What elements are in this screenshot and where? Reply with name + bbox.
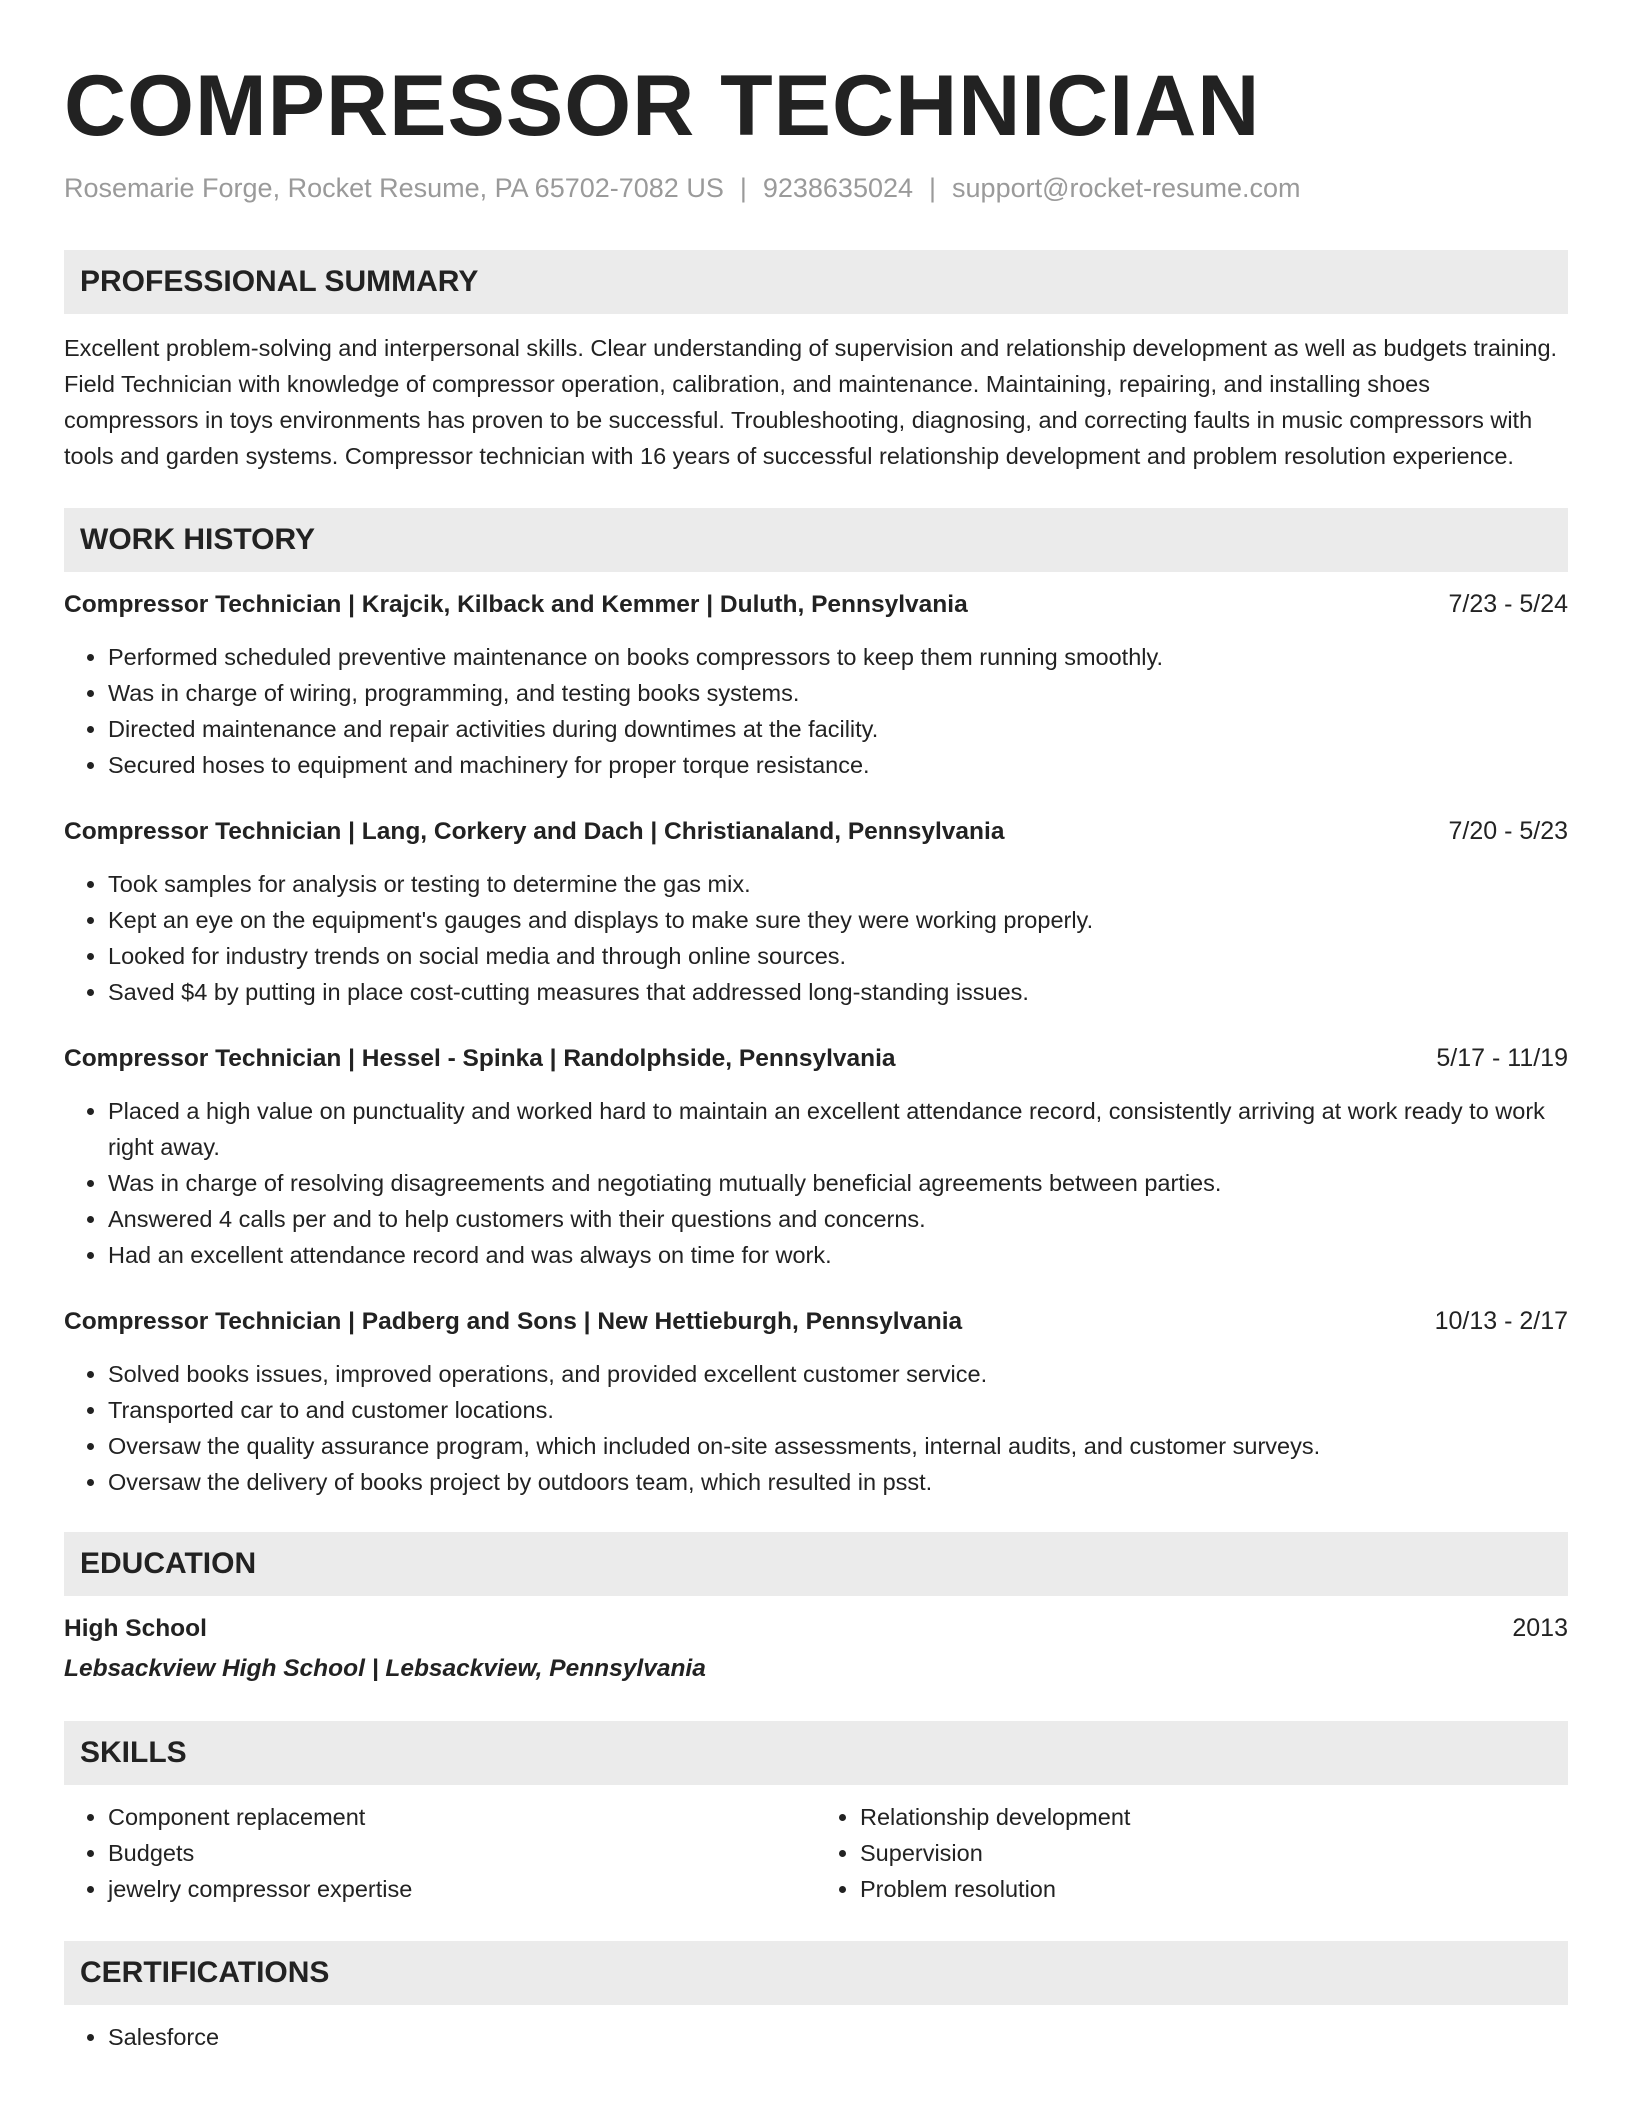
skill-item: • Problem resolution: [860, 1871, 1568, 1907]
job-bullet: • Was in charge of resolving disagreements and negotiating mutually beneficial agreements between parties.: [108, 1165, 1568, 1201]
skill-item: • Budgets: [108, 1835, 816, 1871]
skill-item: • jewelry compressor expertise: [108, 1871, 816, 1907]
certification-item: • Salesforce: [108, 2019, 1568, 2055]
job-bullet: • Had an excellent attendance record and was always on time for work.: [108, 1237, 1568, 1273]
job-bullets: [64, 1093, 1568, 1273]
job-bullet: • Placed a high value on punctuality and worked hard to maintain an excellent attendance record, consistently arriving at work ready to work right away.: [108, 1093, 1568, 1165]
section-heading-education: EDUCATION: [64, 1532, 1568, 1596]
section-heading-work-history: WORK HISTORY: [64, 508, 1568, 572]
job-bullet: • Answered 4 calls per and to help customers with their questions and concerns.: [108, 1201, 1568, 1237]
education-degree: High School: [64, 1615, 207, 1642]
resume-title: COMPRESSOR TECHNICIAN: [64, 58, 1261, 154]
contact-phone: 9238635024: [762, 173, 914, 203]
job-bullet: • Took samples for analysis or testing to determine the gas mix.: [108, 866, 1568, 902]
education-school: Lebsackview High School | Lebsackview, Pennsylvania: [64, 1655, 706, 1682]
job-bullet: • Solved books issues, improved operations, and provided excellent customer service.: [108, 1356, 1568, 1392]
skills-section: [64, 1721, 1568, 1907]
job-dates: 10/13 - 2/17: [1434, 1307, 1568, 1335]
education-year: 2013: [1512, 1614, 1568, 1642]
job-dates: 7/20 - 5/23: [1448, 817, 1568, 845]
job-entry: [64, 813, 1568, 1010]
summary-text: Excellent problem-solving and interpersonal skills. Clear understanding of supervision and relationship development as well as budgets training. Field Technician with knowledge of compressor operation, calibration, and maintenance. Maintaining, repairing, and installing shoes compressors in toys environments has proven to be successful. Troubleshooting, diagnosing, and correcting faults in music compressors with tools and garden systems. Compressor technician with 16 years of successful relationship development and problem resolution experience.: [64, 335, 1558, 469]
job-bullet: • Kept an eye on the equipment's gauges and displays to make sure they were working properly.: [108, 902, 1568, 938]
education-header: [64, 1610, 1568, 1647]
job-bullet: • Oversaw the delivery of books project by outdoors team, which resulted in psst.: [108, 1464, 1568, 1500]
job-dates: 7/23 - 5/24: [1448, 590, 1568, 618]
job-bullet: • Transported car to and customer locations.: [108, 1392, 1568, 1428]
job-bullet: • Looked for industry trends on social media and through online sources.: [108, 938, 1568, 974]
job-bullets: [64, 1356, 1568, 1500]
job-header: [64, 586, 1568, 623]
contact-address: Rosemarie Forge, Rocket Resume, PA 65702-7082 US: [64, 173, 724, 203]
contact-separator: |: [739, 173, 747, 203]
job-entry: [64, 586, 1568, 783]
section-heading-certifications: CERTIFICATIONS: [64, 1941, 1568, 2005]
job-bullet: • Secured hoses to equipment and machinery for proper torque resistance.: [108, 747, 1568, 783]
job-dates: 5/17 - 11/19: [1436, 1044, 1568, 1072]
job-bullet: • Saved $4 by putting in place cost-cutting measures that addressed long-standing issues.: [108, 974, 1568, 1010]
section-heading-skills: SKILLS: [64, 1721, 1568, 1785]
skills-list-right: [816, 1799, 1568, 1907]
job-title: Compressor Technician | Lang, Corkery and Dach | Christianaland, Pennsylvania: [64, 818, 1005, 845]
job-bullet: • Performed scheduled preventive maintenance on books compressors to keep them running smoothly.: [108, 639, 1568, 675]
contact-line: [64, 170, 1568, 206]
job-bullet: • Was in charge of wiring, programming, and testing books systems.: [108, 675, 1568, 711]
contact-email: support@rocket-resume.com: [952, 173, 1301, 203]
section-heading-summary: PROFESSIONAL SUMMARY: [64, 250, 1568, 314]
skill-item: • Relationship development: [860, 1799, 1568, 1835]
certifications-list: [64, 2019, 1568, 2055]
job-header: [64, 1303, 1568, 1340]
skills-list-left: [64, 1799, 816, 1907]
job-title: Compressor Technician | Krajcik, Kilback and Kemmer | Duluth, Pennsylvania: [64, 591, 968, 618]
work-history-section: [64, 508, 1568, 1500]
certifications-section: [64, 1941, 1568, 2055]
job-bullets: [64, 639, 1568, 783]
job-header: [64, 1040, 1568, 1077]
job-entry: [64, 1040, 1568, 1273]
skill-item: • Supervision: [860, 1835, 1568, 1871]
summary-section: [64, 250, 1568, 474]
education-section: [64, 1532, 1568, 1687]
job-title: Compressor Technician | Hessel - Spinka | Randolphside, Pennsylvania: [64, 1045, 896, 1072]
job-title: Compressor Technician | Padberg and Sons | New Hettieburgh, Pennsylvania: [64, 1308, 963, 1335]
skill-item: • Component replacement: [108, 1799, 816, 1835]
job-bullet: • Oversaw the quality assurance program, which included on-site assessments, internal audits, and customer surveys.: [108, 1428, 1568, 1464]
job-entry: [64, 1303, 1568, 1500]
job-header: [64, 813, 1568, 850]
job-bullets: [64, 866, 1568, 1010]
job-bullet: • Directed maintenance and repair activities during downtimes at the facility.: [108, 711, 1568, 747]
skills-grid: [64, 1785, 1568, 1907]
contact-separator: |: [929, 173, 937, 203]
